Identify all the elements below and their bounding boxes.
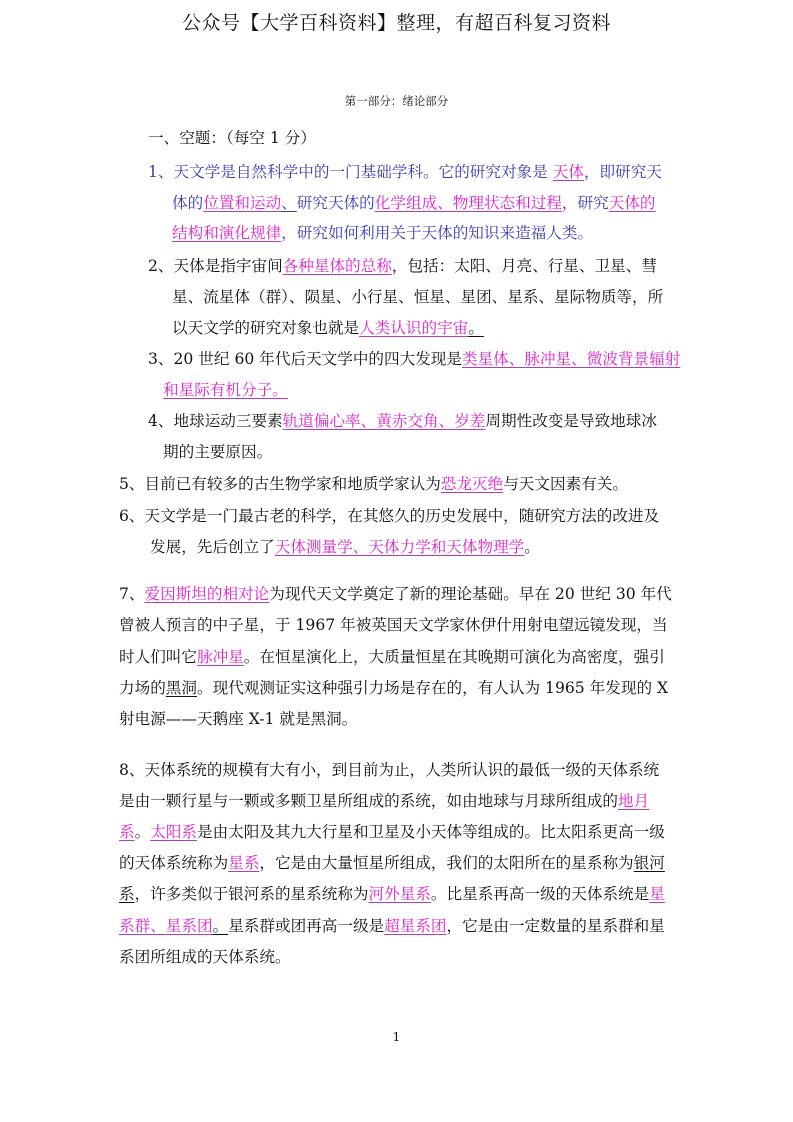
answer-highlight: 地月 bbox=[618, 792, 650, 810]
text-segment: 射电源——天鹅座 X-1 就是黑洞。 bbox=[119, 710, 358, 728]
text-segment: 4、地球运动三要素 bbox=[148, 412, 283, 430]
paragraph-8-line-5 bbox=[119, 916, 665, 936]
paragraph-1-line-1 bbox=[172, 193, 656, 213]
paragraph-7-line-2 bbox=[119, 647, 665, 667]
answer-highlight: 天体的 bbox=[608, 194, 656, 212]
underlined-text: 。 bbox=[468, 319, 484, 337]
answer-highlight: 脉冲星 bbox=[196, 648, 244, 666]
paragraph-8-line-0 bbox=[119, 760, 659, 780]
paragraph-8-line-1 bbox=[119, 791, 649, 811]
text-segment: 力场的 bbox=[119, 679, 166, 697]
text-segment: 期的主要原因。 bbox=[163, 443, 273, 461]
text-segment: ，研究如何利用关于天体的知识来造福人类。 bbox=[281, 224, 594, 242]
text-segment: 1、天文学是自然科学中的一门基础学科。它的研究对象是 bbox=[148, 163, 553, 181]
text-segment: 是由一颗行星与一颗或多颗卫星所组成的系统，如由地球与月球所组成的 bbox=[119, 792, 619, 810]
text-segment: 3、20 世纪 60 年代后天文学中的四大发现是 bbox=[148, 350, 462, 368]
paragraph-2-line-2 bbox=[172, 318, 484, 338]
text-segment: 星、流星体（群）、陨星、小行星、恒星、星团、星系、星际物质等，所 bbox=[172, 288, 664, 306]
text-segment: 。 bbox=[134, 823, 151, 841]
text-segment: ，它是由一定数量的星系群和星 bbox=[446, 917, 665, 935]
paragraph-7-line-0 bbox=[119, 584, 672, 604]
paragraph-2-line-0 bbox=[148, 256, 657, 276]
text-segment: 系团所组成的天体系统。 bbox=[119, 948, 291, 966]
answer-highlight: 系 bbox=[119, 823, 135, 841]
answer-highlight: 太阳系 bbox=[150, 823, 198, 841]
paragraph-1-line-0 bbox=[148, 162, 662, 182]
text-segment: 为现代天文学奠定了新的理论基础。早在 20 世纪 30 年代 bbox=[269, 585, 672, 603]
text-segment: 发展，先后创立了 bbox=[150, 538, 275, 556]
text-segment: 时人们叫它 bbox=[119, 648, 197, 666]
text-segment: 星系群或团再高一级是 bbox=[228, 917, 385, 935]
text-segment: ，包括：太阳、月亮、行星、卫星、彗 bbox=[391, 257, 657, 275]
text-segment: 。 bbox=[524, 538, 540, 556]
text-segment: 曾被人预言的中子星，于 1967 年被英国天文学家休伊什用射电望远镜发现，当 bbox=[119, 616, 668, 634]
section-title: 第一部分：绪论部分 bbox=[344, 94, 449, 108]
answer-highlight: 爱因斯坦的相对论 bbox=[144, 585, 270, 603]
text-segment: 。在恒星演化上，大质量恒星在其晚期可演化为高密度，强引 bbox=[243, 648, 665, 666]
paragraph-3-line-1 bbox=[163, 380, 288, 400]
text-segment: 8、天体系统的规模有大有小，到目前为止，人类所认识的最低一级的天体系统 bbox=[119, 761, 660, 779]
text-segment: 体的 bbox=[172, 194, 204, 212]
text-segment: 一、空题：（每空 1 分） bbox=[148, 129, 316, 147]
paragraph-0-line-0 bbox=[148, 128, 316, 148]
paragraph-3-line-0 bbox=[148, 349, 680, 369]
underlined-text: 银河 bbox=[633, 854, 665, 872]
answer-highlight: 位置和运动 bbox=[203, 194, 282, 212]
text-segment: ，即研究天 bbox=[583, 163, 662, 181]
paragraph-8-line-6 bbox=[119, 947, 291, 967]
text-segment: ，许多类似于银河系的星系统称为 bbox=[134, 885, 369, 903]
answer-highlight: 恐龙灭绝 bbox=[440, 475, 504, 493]
paragraph-4-line-1 bbox=[163, 442, 272, 462]
answer-highlight: 星 bbox=[649, 885, 665, 903]
text-segment: 的天体系统称为 bbox=[119, 854, 229, 872]
paragraph-7-line-3 bbox=[119, 678, 668, 698]
paragraph-6-line-1 bbox=[150, 537, 540, 557]
text-segment: ，它是由大量恒星所组成，我们的太阳所在的星系称为 bbox=[259, 854, 634, 872]
underlined-text: 、 bbox=[281, 194, 297, 212]
answer-highlight: 各种星体的总称 bbox=[282, 257, 392, 275]
paragraph-7-line-4 bbox=[119, 709, 357, 729]
paragraph-5-line-0 bbox=[119, 474, 628, 494]
answer-highlight: 天体 bbox=[552, 163, 584, 181]
text-segment: 6、天文学是一门最古老的科学，在其悠久的历史发展中，随研究方法的改进及 bbox=[119, 507, 660, 525]
text-segment: 。现代观测证实这种强引力场是存在的，有人认为 1965 年发现的 X bbox=[197, 679, 669, 697]
text-segment: 以天文学的研究对象也就是 bbox=[172, 319, 360, 337]
answer-highlight: 类星体、脉冲星、微波背景辐射 bbox=[461, 350, 681, 368]
answer-highlight: 超星系团 bbox=[384, 917, 447, 935]
underlined-text: 。 bbox=[212, 917, 229, 935]
paragraph-1-line-2 bbox=[172, 223, 593, 243]
answer-highlight: 系群、星系团 bbox=[119, 917, 213, 935]
answer-highlight: 河外星系 bbox=[368, 885, 431, 903]
paragraph-2-line-1 bbox=[172, 287, 663, 307]
answer-highlight: 结构和演化规律 bbox=[172, 224, 282, 242]
text-segment: 7、 bbox=[119, 585, 145, 603]
text-segment: 2、天体是指宇宙间 bbox=[148, 257, 283, 275]
text-segment: 与天文因素有关。 bbox=[503, 475, 628, 493]
text-segment: 5、目前已有较多的古生物学家和地质学家认为 bbox=[119, 475, 441, 493]
underlined-text: 系 bbox=[119, 885, 135, 903]
answer-highlight: 人类认识的宇宙 bbox=[359, 319, 469, 337]
text-segment: ，研究 bbox=[561, 194, 609, 212]
text-segment: 。比星系再高一级的天体系统是 bbox=[430, 885, 650, 903]
page-header: 公众号【大学百科资料】整理，有超百科复习资料 bbox=[181, 12, 611, 34]
text-segment: 研究天体的 bbox=[296, 194, 375, 212]
paragraph-8-line-2 bbox=[119, 822, 665, 842]
text-segment: 是由太阳及其九大行星和卫星及小天体等组成的。比太阳系更高一级 bbox=[197, 823, 665, 841]
answer-highlight: 星系 bbox=[228, 854, 260, 872]
paragraph-6-line-0 bbox=[119, 506, 659, 526]
text-segment: 周期性改变是导致地球冰 bbox=[485, 412, 657, 430]
answer-highlight: 化学组成、物理状态和过程 bbox=[374, 194, 562, 212]
paragraph-7-line-1 bbox=[119, 615, 668, 635]
paragraph-4-line-0 bbox=[148, 411, 657, 431]
page-number: 1 bbox=[392, 1030, 401, 1044]
answer-highlight: 和星际有机分子。 bbox=[163, 381, 288, 399]
answer-highlight: 轨道偏心率、黄赤交角、岁差 bbox=[282, 412, 486, 430]
paragraph-8-line-3 bbox=[119, 853, 665, 873]
answer-highlight: 天体测量学、天体力学和天体物理学 bbox=[274, 538, 525, 556]
underlined-text: 黑洞 bbox=[165, 679, 197, 697]
paragraph-8-line-4 bbox=[119, 884, 665, 904]
